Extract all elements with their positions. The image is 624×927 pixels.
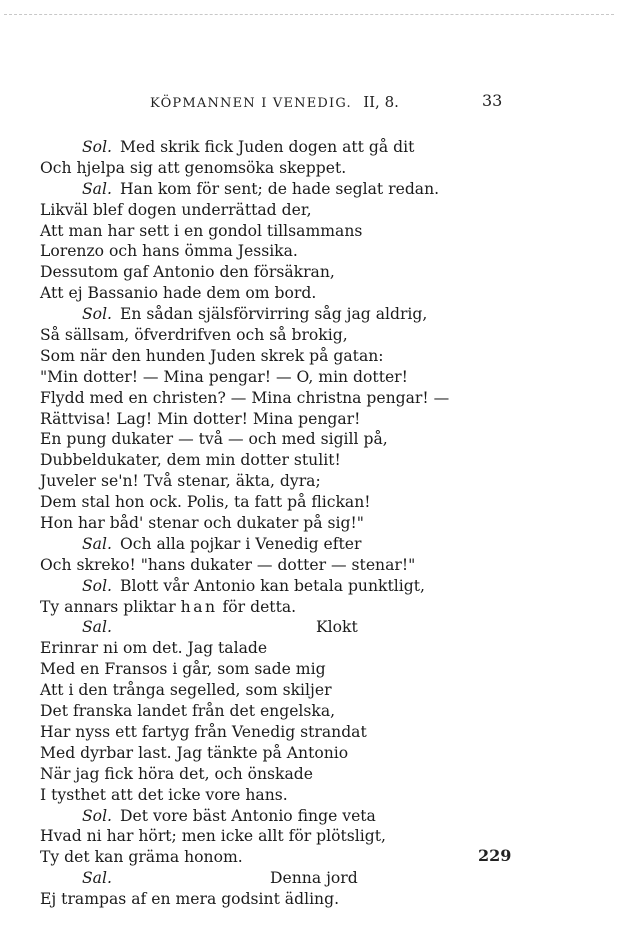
verse-line [40, 576, 500, 597]
verse-line [40, 764, 500, 785]
line-text: Han kom för sent; de hade seglat redan. [119, 179, 440, 198]
verse-line [40, 388, 500, 409]
line-text: Blott vår Antonio kan betala punktligt, [120, 576, 425, 595]
verse-line [40, 701, 500, 722]
verse-line [40, 659, 500, 680]
line-text: Att man har sett i en gondol tillsammans [40, 221, 363, 240]
verse-line [40, 555, 500, 576]
line-text: Rättvisa! Lag! Min dotter! Mina pengar! [40, 409, 361, 428]
line-text: "Min dotter! — Mina pengar! — O, min dotter! [40, 367, 408, 386]
verse-line [40, 722, 500, 743]
line-text: Ej trampas af en mera godsint ädling. [40, 890, 340, 909]
verse-line [40, 513, 500, 534]
verse-line [40, 471, 500, 492]
verse-line [40, 200, 500, 221]
verse-line [40, 241, 500, 262]
verse-line [40, 429, 500, 450]
line-text: Flydd med en christen? — Mina christna pengar! — [40, 388, 450, 407]
running-head-part: II, 8. [363, 93, 399, 111]
line-text: Ty det kan gräma honom. [40, 848, 243, 867]
verse-line [40, 346, 500, 367]
speaker-name: Sol. [82, 305, 113, 324]
verse-line [40, 367, 500, 388]
verse-line [40, 179, 500, 200]
speaker-name: Sal. [82, 869, 112, 888]
top-border-line [4, 14, 614, 15]
running-head-title: KÖPMANNEN I VENEDIG. [150, 96, 352, 111]
verse-line [40, 826, 500, 847]
verse-line [40, 847, 500, 868]
verse-line [40, 785, 500, 806]
line-text: Erinrar ni om det. Jag talade [40, 639, 268, 658]
line-text: Och hjelpa sig att genomsöka skeppet. [40, 158, 347, 177]
verse-line [40, 137, 500, 158]
verse-line [40, 221, 500, 242]
verse-line [40, 534, 500, 555]
verse-line [40, 638, 500, 659]
line-text: Dubbeldukater, dem min dotter stulit! [40, 451, 341, 470]
verse-line [40, 743, 500, 764]
verse-line [40, 680, 500, 701]
line-text: Och alla pojkar i Venedig efter [119, 534, 362, 553]
speaker-name: Sol. [82, 806, 113, 825]
line-text: Har nyss ett fartyg från Venedig strandat [40, 722, 367, 741]
line-text-split: Denna jord [270, 869, 358, 888]
verse-line [40, 158, 500, 179]
verse-line [40, 304, 500, 325]
line-text: Med dyrbar last. Jag tänkte på Antonio [40, 743, 349, 762]
line-text: Att ej Bassanio hade dem om bord. [40, 284, 317, 303]
page-number: 33 [482, 91, 503, 110]
verse-line [40, 450, 500, 471]
line-text: Ty annars pliktar [40, 597, 176, 616]
speaker-name: Sol. [82, 138, 113, 156]
line-text-split: Klokt [316, 618, 358, 637]
verse-line [40, 617, 500, 638]
line-text: Så sällsam, öfverdrifven och så brokig, [40, 326, 348, 345]
signature-number: 229 [478, 846, 512, 865]
verse-line [40, 806, 500, 827]
line-text: Som när den hunden Juden skrek på gatan: [40, 346, 384, 365]
line-text: Att i den trånga segelled, som skiljer [40, 681, 332, 700]
verse-line [40, 597, 500, 618]
speaker-name: Sal. [82, 618, 112, 637]
speaker-name: Sal. [82, 179, 112, 198]
line-text-continued: för detta. [222, 597, 297, 616]
verse-line [40, 889, 500, 910]
emphasized-word: han [180, 597, 218, 616]
line-text: Dem stal hon ock. Polis, ta fatt på flickan! [40, 493, 371, 512]
verse-line [40, 283, 500, 304]
running-head [150, 93, 399, 111]
line-text: Det franska landet från det engelska, [40, 702, 336, 721]
line-text: Dessutom gaf Antonio den försäkran, [40, 263, 335, 282]
line-text: I tysthet att det icke vore hans. [40, 785, 288, 804]
line-text: Juveler se'n! Två stenar, äkta, dyra; [40, 472, 321, 491]
line-text: Med en Fransos i går, som sade mig [40, 660, 326, 679]
speaker-name: Sol. [82, 576, 113, 595]
line-text: En sådan själsförvirring såg jag aldrig, [120, 305, 428, 324]
line-text: Med skrik fick Juden dogen att gå dit [120, 138, 415, 156]
line-text: Hvad ni har hört; men icke allt för plötsligt, [40, 827, 386, 846]
speaker-name: Sal. [82, 534, 112, 553]
verse-text [40, 137, 500, 910]
line-text: När jag fick höra det, och önskade [40, 764, 314, 783]
line-text: En pung dukater — två — och med sigill på, [40, 430, 388, 449]
line-text: Hon har båd' stenar och dukater på sig!" [40, 514, 364, 533]
verse-line [40, 262, 500, 283]
verse-line [40, 492, 500, 513]
line-text: Och skreko! "hans dukater — dotter — stenar!" [40, 555, 416, 574]
line-text: Det vore bäst Antonio finge veta [120, 806, 376, 825]
verse-line [40, 325, 500, 346]
line-text: Likväl blef dogen underrättad der, [40, 200, 312, 219]
line-text: Lorenzo och hans ömma Jessika. [40, 242, 298, 261]
verse-line [40, 868, 500, 889]
verse-line [40, 409, 500, 430]
